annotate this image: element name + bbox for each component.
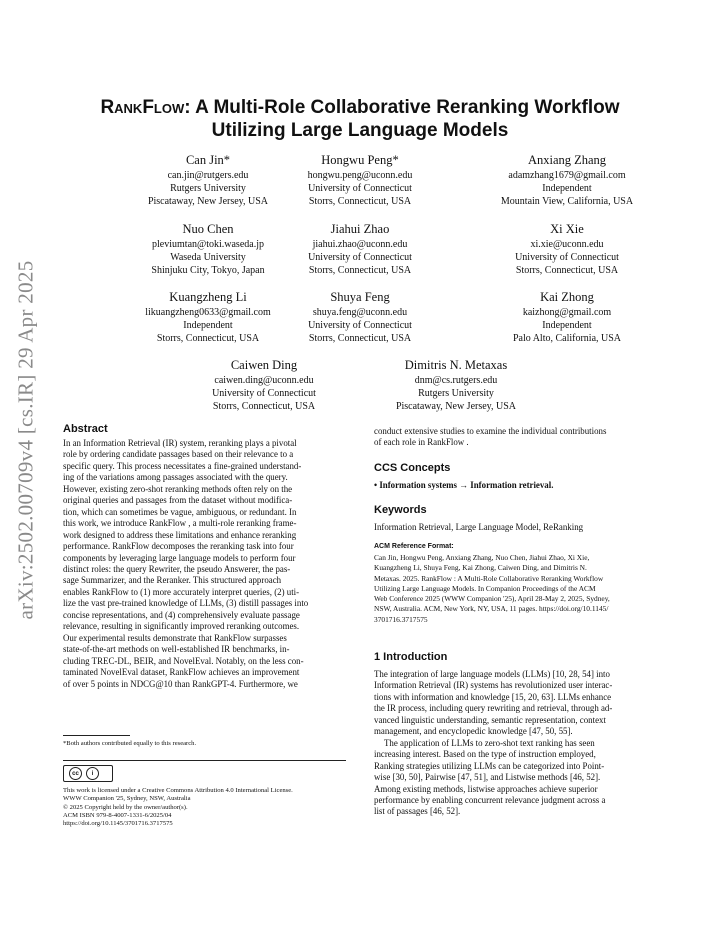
- abstract-line: cluding TREC-DL, BEIR, and NovelEval. Notably, on the less con-: [63, 655, 304, 666]
- author-affiliation: Rutgers University: [170, 183, 246, 194]
- author-affiliation: Waseda University: [170, 252, 246, 263]
- cc-icon: cc: [69, 767, 82, 780]
- author-name: Jiahui Zhao: [330, 222, 390, 236]
- intro-heading: 1 Introduction: [374, 651, 448, 663]
- abstract-line: taminated NovelEval dataset, RankFlow achieves an improvement: [63, 667, 300, 678]
- author-name: Caiwen Ding: [230, 358, 298, 372]
- author-entry: [457, 221, 677, 277]
- abstract-line: this work, we introduce RankFlow , a multi-role reranking frame-: [63, 518, 297, 529]
- license-line: © 2025 Copyright held by the owner/author(s).: [63, 803, 188, 811]
- author-name: Hongwu Peng*: [321, 153, 399, 167]
- author-name: Kai Zhong: [540, 290, 594, 304]
- acm-ref-line: Utilizing Large Language Models. In Companion Proceedings of the ACM: [374, 583, 596, 593]
- acm-ref-line: 3701716.3717575: [374, 614, 428, 624]
- arxiv-id: arXiv:2502.00709v4 [cs.IR] 29 Apr 2025: [13, 260, 38, 620]
- author-email[interactable]: jiahui.zhao@uconn.edu: [312, 239, 408, 250]
- author-name: Anxiang Zhang: [527, 153, 607, 167]
- author-entry: [154, 357, 374, 413]
- intro-line: the IR process, including query rewriting and retrieval, through ad-: [374, 703, 613, 714]
- abstract-line: specific query. This process necessitates a fine-grained understand-: [63, 460, 302, 471]
- author-location: Storrs, Connecticut, USA: [308, 196, 412, 207]
- author-affiliation: University of Connecticut: [308, 320, 412, 331]
- intro-line: Information Retrieval (IR) systems has revolutionized user interac-: [374, 680, 613, 691]
- author-entry: [250, 221, 470, 277]
- author-email[interactable]: can.jin@rutgers.edu: [167, 170, 249, 181]
- author-location: Piscataway, New Jersey, USA: [147, 196, 269, 207]
- author-entry: [250, 152, 470, 208]
- intro-line: vanced linguistic understanding, semantic representation, context: [374, 714, 606, 725]
- abstract-line: In an Information Retrieval (IR) system, reranking plays a pivotal: [63, 438, 297, 448]
- intro-line: list of passages [46, 52].: [374, 806, 461, 817]
- abstract-text: [63, 438, 346, 690]
- abstract-line: work designed to address these limitations and enhance reranking: [63, 529, 297, 540]
- author-affiliation: Rutgers University: [418, 388, 494, 399]
- abstract-continued: [374, 426, 658, 449]
- title-line1: : A Multi-Role Collaborative Reranking Workflow: [184, 97, 620, 118]
- author-name: Nuo Chen: [182, 222, 234, 236]
- acm-ref-text: [374, 553, 658, 625]
- author-email[interactable]: hongwu.peng@uconn.edu: [307, 170, 413, 181]
- author-location: Storrs, Connecticut, USA: [212, 401, 316, 412]
- author-name: Dimitris N. Metaxas: [404, 358, 508, 372]
- author-location: Shinjuku City, Tokyo, Japan: [151, 265, 265, 276]
- abstract-line: state-of-the-art methods on well-established IR benchmarks, in-: [63, 644, 290, 655]
- author-email[interactable]: caiwen.ding@uconn.edu: [214, 375, 314, 386]
- arxiv-stamp: [6, 250, 46, 630]
- author-name: Shuya Feng: [330, 290, 390, 304]
- title-system-name: RankFlow: [100, 97, 185, 118]
- acm-ref-line: Can Jin, Hongwu Peng, Anxiang Zhang, Nuo Chen, Jiahui Zhao, Xi Xie,: [374, 553, 590, 562]
- abstract-line: conduct extensive studies to examine the individual contributions: [374, 426, 607, 436]
- footnote: *Both authors contributed equally to this research.: [63, 740, 197, 747]
- license-text: [63, 787, 353, 828]
- intro-line: tions with information and knowledge [15, 20, 63]. LLMs enhance: [374, 691, 612, 702]
- abstract-line: components by leveraging large language models to perform four: [63, 552, 296, 563]
- author-name: Xi Xie: [550, 222, 584, 236]
- author-entry: [457, 152, 677, 208]
- author-location: Storrs, Connecticut, USA: [308, 265, 412, 276]
- author-location: Mountain View, California, USA: [500, 196, 634, 207]
- license-line: WWW Companion '25, Sydney, NSW, Australia: [63, 795, 191, 803]
- abstract-line: of over 5 points in NDCG@10 than RankGPT-4. Furthermore, we: [63, 678, 298, 689]
- acm-ref-line: Web Conference 2025 (WWW Companion '25), April 28-May 2, 2025, Sydney,: [374, 594, 610, 604]
- cc-by-badge: [63, 765, 113, 782]
- intro-line: increasing interest. Based on the type of instruction employed,: [374, 749, 596, 760]
- abstract-line: ing of the variations among passages associated with the query.: [63, 472, 288, 483]
- acm-ref-line: NSW, Australia. ACM, New York, NY, USA, 11 pages. https://doi.org/10.1145/: [374, 604, 609, 614]
- author-location: Storrs, Connecticut, USA: [515, 265, 619, 276]
- keywords-text: Information Retrieval, Large Language Model, ReRanking: [374, 522, 584, 532]
- author-affiliation: Independent: [542, 183, 592, 194]
- abstract-line: However, existing zero-shot reranking methods often rely on the: [63, 483, 293, 494]
- author-location: Storrs, Connecticut, USA: [308, 333, 412, 344]
- author-email[interactable]: likuangzheng0633@gmail.com: [145, 307, 271, 318]
- abstract-line: of each role in RankFlow .: [374, 437, 469, 448]
- intro-line: performance by enabling concurrent relevance judgment across a: [374, 794, 606, 805]
- author-affiliation: University of Connecticut: [515, 252, 619, 263]
- intro-line: Ranking strategies utilizing LLMs can be categorized into Point-: [374, 760, 605, 771]
- by-icon: i: [86, 767, 99, 780]
- title-line2: Utilizing Large Language Models: [211, 120, 509, 141]
- author-email[interactable]: shuya.feng@uconn.edu: [312, 307, 408, 318]
- acm-ref-line: Metaxas. 2025. RankFlow : A Multi-Role Collaborative Reranking Workflow: [374, 573, 604, 583]
- intro-line: management, and encyclopedic knowledge [47, 50, 55].: [374, 726, 573, 737]
- author-location: Palo Alto, California, USA: [512, 333, 622, 344]
- abstract-line: distinct roles: the query Rewriter, the pseudo Answerer, the pas-: [63, 563, 291, 574]
- ccs-text: • Information systems → Information retrieval.: [374, 480, 554, 490]
- abstract-line: lize the vast pre-trained knowledge of LLMs, (3) distill passages into: [63, 598, 309, 609]
- license-line: This work is licensed under a Creative Commons Attribution 4.0 International License.: [63, 787, 293, 794]
- abstract-line: performance. RankFlow decomposes the reranking task into four: [63, 541, 294, 552]
- intro-line: wise [30, 50], Pairwise [47, 51], and Listwise methods [46, 52].: [374, 772, 601, 783]
- author-affiliation: Independent: [542, 320, 592, 331]
- author-affiliation: University of Connecticut: [212, 388, 316, 399]
- keywords-heading: Keywords: [374, 504, 427, 516]
- author-email[interactable]: adamzhang1679@gmail.com: [508, 170, 626, 181]
- paper-title: [60, 96, 660, 142]
- author-location: Storrs, Connecticut, USA: [156, 333, 260, 344]
- abstract-line: concise representations, and (4) comprehensively evaluate passage: [63, 609, 300, 620]
- license-line: ACM ISBN 979-8-4007-1331-6/2025/04: [63, 811, 172, 819]
- author-email[interactable]: dnm@cs.rutgers.edu: [414, 375, 498, 386]
- ccs-heading: CCS Concepts: [374, 462, 451, 474]
- intro-line: Among existing methods, listwise approaches achieve superior: [374, 783, 598, 794]
- footnote-rule: [63, 735, 130, 736]
- abstract-line: enables RankFlow to (1) more accurately interpret queries, (2) uti-: [63, 586, 300, 597]
- abstract-line: role by ordering candidate passages based on their relevance to a: [63, 449, 294, 460]
- author-entry: [457, 289, 677, 345]
- author-email[interactable]: xi.xie@uconn.edu: [530, 239, 604, 250]
- abstract-line: Our experimental results demonstrate that RankFlow surpasses: [63, 632, 287, 643]
- author-name: Can Jin*: [185, 153, 231, 167]
- author-affiliation: University of Connecticut: [308, 183, 412, 194]
- author-name: Kuangzheng Li: [169, 290, 247, 304]
- license-line: https://doi.org/10.1145/3701716.3717575: [63, 820, 173, 828]
- author-email[interactable]: kaizhong@gmail.com: [522, 307, 612, 318]
- license-rule: [63, 760, 346, 761]
- author-email[interactable]: pleviumtan@toki.waseda.jp: [152, 239, 264, 250]
- abstract-line: sage Summarizer, and the Reranker. This structured approach: [63, 575, 282, 586]
- author-affiliation: Independent: [183, 320, 233, 331]
- author-affiliation: University of Connecticut: [308, 252, 412, 263]
- intro-line: The application of LLMs to zero-shot text ranking has seen: [384, 737, 595, 748]
- abstract-line: original queries and passages from the dataset without modifica-: [63, 495, 293, 506]
- acm-ref-heading: ACM Reference Format:: [374, 543, 454, 550]
- author-entry: [346, 357, 566, 413]
- acm-ref-line: Kuangzheng Li, Shuya Feng, Kai Zhong, Caiwen Ding, and Dimitris N.: [374, 563, 587, 573]
- author-entry: [250, 289, 470, 345]
- author-location: Piscataway, New Jersey, USA: [395, 401, 517, 412]
- abstract-heading: Abstract: [63, 423, 108, 435]
- abstract-line: relevance, resulting in significantly improved reranking outcomes.: [63, 621, 300, 632]
- intro-text: [374, 669, 658, 818]
- intro-line: The integration of large language models (LLMs) [10, 28, 54] into: [374, 669, 610, 679]
- abstract-line: tion, which can sometimes be vague, ambiguous, or redundant. In: [63, 506, 297, 517]
